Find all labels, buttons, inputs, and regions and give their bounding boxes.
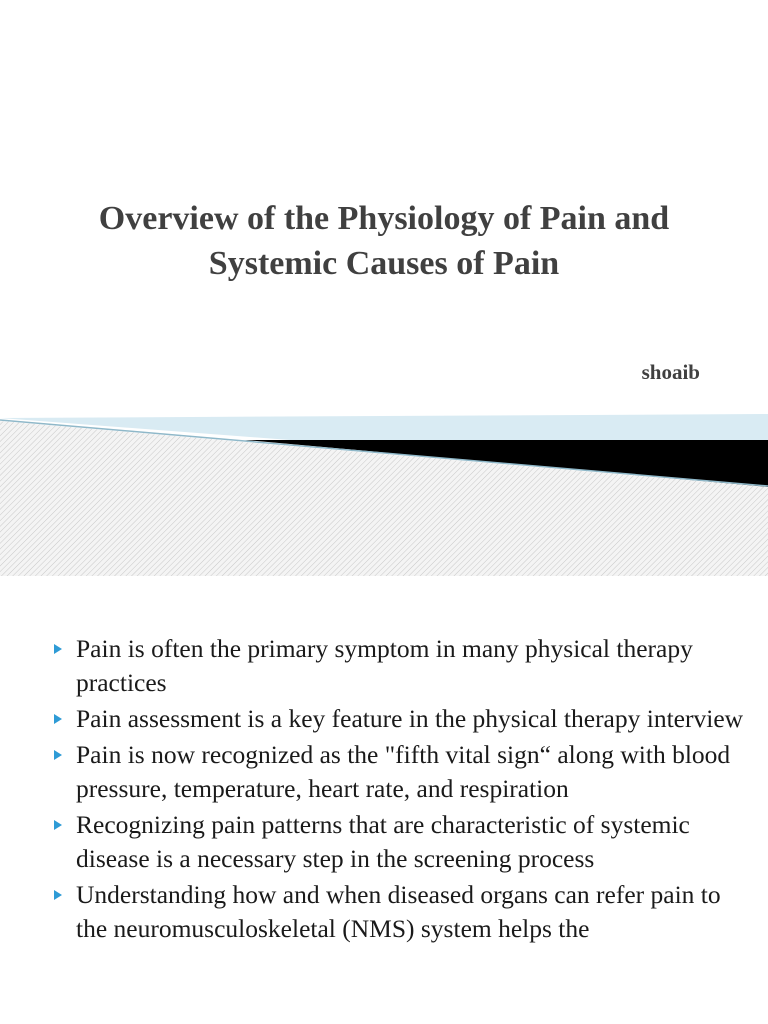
triangle-bullet-icon [54,890,62,900]
bullet-item [54,878,744,946]
title-line-1: Overview of the Physiology of Pain and [98,200,670,237]
bullet-item [54,738,744,806]
title-line-2: Systemic Causes of Pain [208,245,560,282]
author-name: shoaib [641,360,700,384]
bullet-text: Pain is now recognized as the "fifth vital sign“ along with blood pressure, temperature, heart rate, and respiration [76,740,731,803]
bullet-text: Recognizing pain patterns that are characteristic of systemic disease is a necessary step in the screening process [76,810,690,873]
triangle-bullet-icon [54,820,62,830]
bullet-list [54,632,744,948]
bullet-item [54,632,744,700]
bullet-item [54,808,744,876]
bullet-text: Understanding how and when diseased organs can refer pain to the neuromusculoskeletal (NMS) system helps the [76,880,721,943]
bullet-text: Pain assessment is a key feature in the physical therapy interview [76,704,744,733]
content-slide [0,576,768,1024]
triangle-bullet-icon [54,644,62,654]
triangle-bullet-icon [54,714,62,724]
page-title [40,196,728,286]
triangle-bullet-icon [54,750,62,760]
bullet-item [54,702,744,736]
bullet-text: Pain is often the primary symptom in many physical therapy practices [76,634,693,697]
